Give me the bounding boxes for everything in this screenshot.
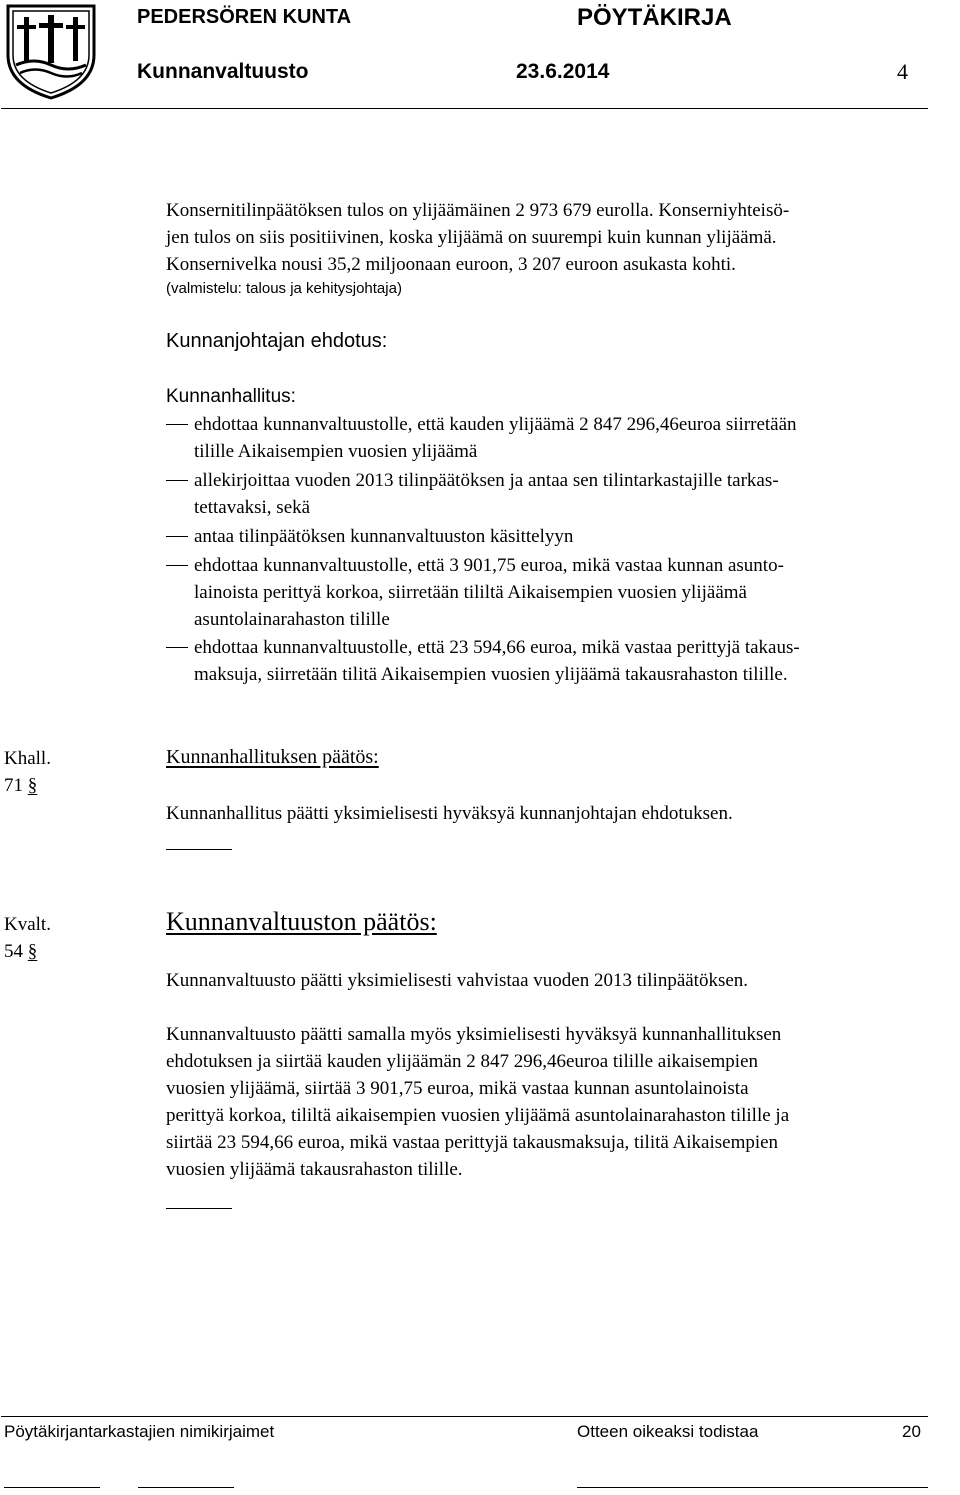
intro-line: jen tulos on siis positiivinen, koska ylijäämä on suurempi kuin kunnan ylijäämä. — [166, 227, 777, 248]
list-item-line: allekirjoittaa vuoden 2013 tilinpäätöksen ja antaa sen tilintarkastajille tarkas- — [194, 470, 779, 491]
section-end-rule — [166, 849, 232, 850]
intro-line: Konsernivelka nousi 35,2 miljoonaan euroon, 3 207 euroon asukasta kohti. — [166, 254, 736, 275]
certify-signature-line — [577, 1487, 928, 1488]
list-item-line: ehdottaa kunnanvaltuustolle, että kauden ylijäämä 2 847 296,46euroa siirretään — [194, 414, 797, 435]
council-ref-label: Kvalt. — [4, 914, 51, 935]
board-ref-label: Khall. — [4, 748, 51, 769]
proposal-subject: Kunnanhallitus: — [166, 386, 296, 407]
section-sign: § — [27, 775, 38, 796]
list-item-line: asuntolainarahaston tilille — [194, 609, 390, 630]
list-item-line: ehdottaa kunnanvaltuustolle, että 3 901,75 euroa, mikä vastaa kunnan asunto- — [194, 555, 784, 576]
board-decision-text: Kunnanhallitus päätti yksimielisesti hyväksyä kunnanjohtajan ehdotuksen. — [166, 803, 733, 824]
council-decision-text: Kunnanvaltuusto päätti yksimielisesti vahvistaa vuoden 2013 tilinpäätöksen. — [166, 970, 749, 991]
paragraph-line: vuosien ylijäämä takausrahaston tilille. — [166, 1159, 463, 1180]
board-ref — [4, 745, 51, 799]
section-end-rule — [166, 1208, 232, 1209]
footer-certify-label: Otteen oikeaksi todistaa — [577, 1422, 759, 1441]
board-decision-heading: Kunnanhallituksen päätös: — [166, 746, 379, 768]
list-item — [166, 552, 784, 633]
council-decision-heading: Kunnanvaltuuston päätös: — [166, 907, 437, 936]
initials-signature-line — [4, 1487, 100, 1488]
coat-of-arms-logo — [4, 3, 98, 100]
footer-rule — [1, 1416, 928, 1417]
paragraph-line: perittyä korkoa, tililtä aikaisempien vuosien ylijäämä asuntolainarahaston tilille ja — [166, 1105, 790, 1126]
initials-signature-line — [138, 1487, 234, 1488]
list-item-line: maksuja, siirretään tilitä Aikaisempien vuosien ylijäämä takausrahaston tilille. — [194, 664, 788, 685]
header-rule — [1, 108, 928, 109]
meeting-date: 23.6.2014 — [516, 60, 610, 83]
list-item — [166, 634, 800, 688]
list-item-line: tilille Aikaisempien vuosien ylijäämä — [194, 441, 478, 462]
intro-line: Konsernitilinpäätöksen tulos on ylijäämäinen 2 973 679 eurolla. Konserniyhteisö- — [166, 200, 790, 221]
list-item-line: ehdottaa kunnanvaltuustolle, että 23 594,66 euroa, mikä vastaa perittyjä takaus- — [194, 637, 800, 658]
intro-paragraph — [166, 197, 789, 278]
paragraph-line: vuosien ylijäämä, siirtää 3 901,75 euroa, mikä vastaa kunnan asuntolainoista — [166, 1078, 749, 1099]
council-decision-paragraph — [166, 1021, 789, 1183]
list-item — [166, 467, 779, 521]
list-item — [166, 411, 797, 465]
org-name: PEDERSÖREN KUNTA — [137, 6, 352, 28]
document-type: PÖYTÄKIRJA — [577, 4, 732, 31]
board-ref-number: 71 § — [4, 775, 38, 796]
footer-initials-label: Pöytäkirjantarkastajien nimikirjaimet — [4, 1422, 275, 1441]
list-item — [166, 523, 573, 550]
council-ref — [4, 911, 51, 965]
footer-page-number: 20 — [902, 1422, 921, 1441]
preparation-note: (valmistelu: talous ja kehitysjohtaja) — [166, 280, 402, 297]
paragraph-line: ehdotuksen ja siirtää kauden ylijäämän 2 847 296,46euroa tilille aikaisempien — [166, 1051, 758, 1072]
proposal-heading: Kunnanjohtajan ehdotus: — [166, 330, 388, 352]
council-ref-number: 54 § — [4, 941, 38, 962]
page-number: 4 — [897, 59, 908, 84]
paragraph-line: Kunnanvaltuusto päätti samalla myös yksimielisesti hyväksyä kunnanhallituksen — [166, 1024, 782, 1045]
list-item-line: tettavaksi, sekä — [194, 497, 311, 518]
paragraph-line: siirtää 23 594,66 euroa, mikä vastaa perittyjä takausmaksuja, tilitä Aikaisempien — [166, 1132, 779, 1153]
section-sign: § — [27, 941, 38, 962]
meeting-body: Kunnanvaltuusto — [137, 60, 309, 83]
list-item-line: antaa tilinpäätöksen kunnanvaltuuston käsittelyyn — [194, 526, 574, 547]
list-item-line: lainoista perittyä korkoa, siirretään tililtä Aikaisempien vuosien ylijäämä — [194, 582, 747, 603]
